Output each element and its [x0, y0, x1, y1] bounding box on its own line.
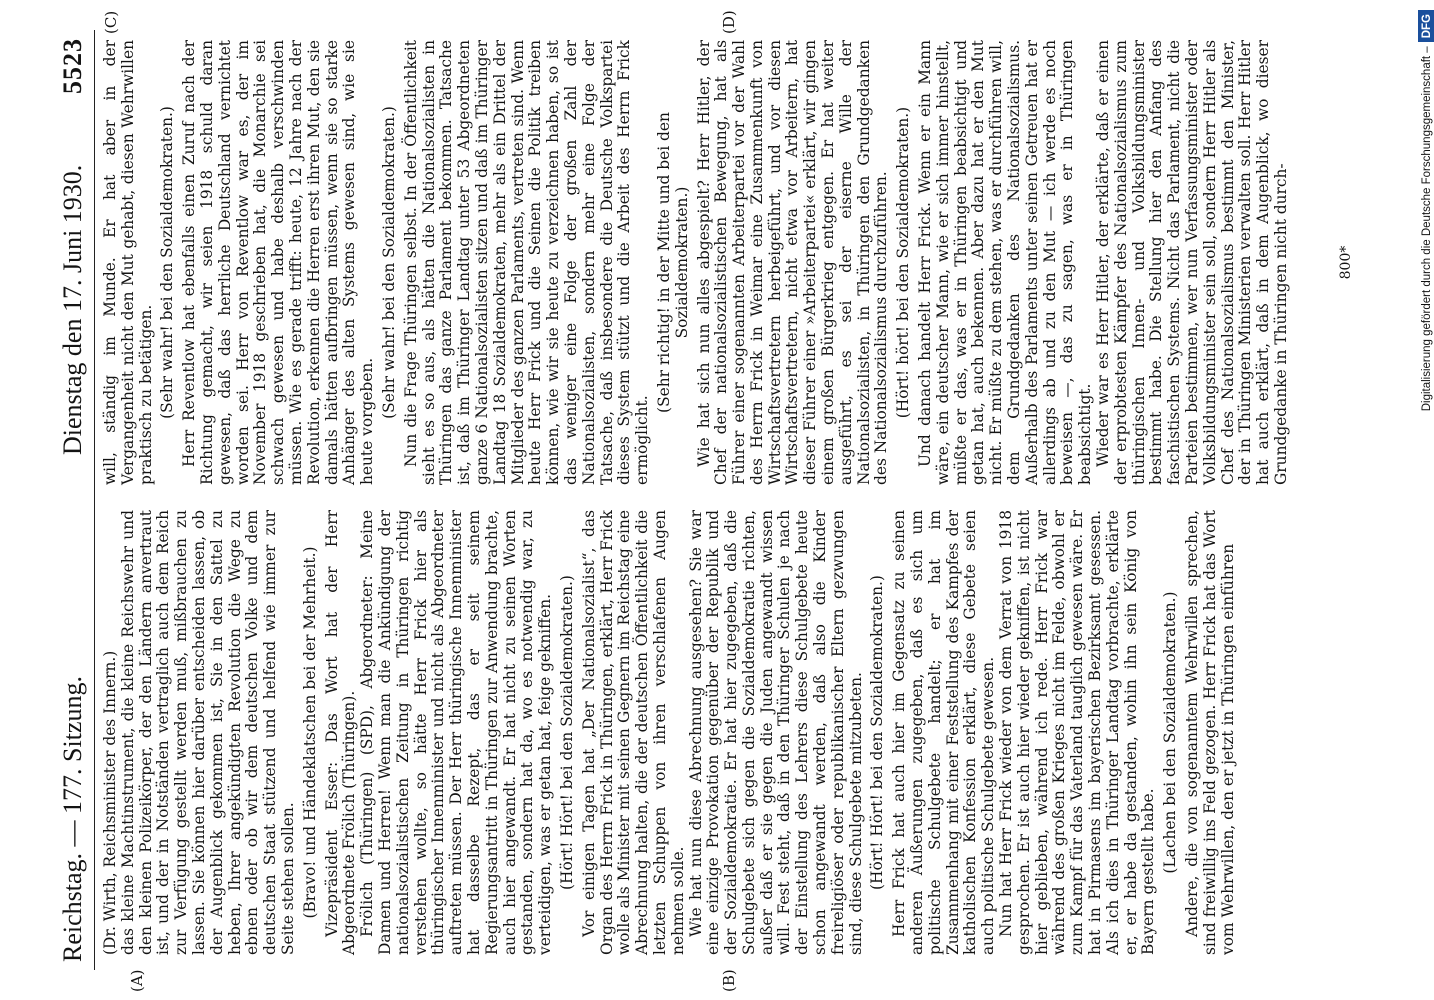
margin-marker-d: (D) [720, 10, 738, 34]
interjection: (Sehr wahr! bei den Sozialdemokraten.) [379, 106, 398, 419]
header-date: Dienstag den 17. Juni 1930. [58, 164, 87, 455]
paragraph: Herr Reventlow hat ebenfalls einen Zuruf nach der Richtung gemacht, wir seien 1918 schuld daran gewesen, daß das herrliche Deutschland vernichtet worden sei. Herr von Reventlow war es, der im November 1918 geschrieben hat, die Monarchie sei schwach gewesen und habe deshalb verschwinden müssen. Wie es gerade trifft: heute, 12 Jahre nach der Revolution, erkennen die Herren erst ihren Mut, den sie damals hätten aufbringen müssen, wenn sie so starke Anhänger des alten Systems gewesen sind, wie sie heute vorgeben. [180, 40, 377, 485]
speaker-header: (Dr. Wirth, Reichsminister des Innern.) [101, 650, 119, 955]
page-number: 5523 [58, 38, 87, 94]
paragraph: Vor einigen Tagen hat „Der Nationalsozialist“, das Organ des Herrn Frick in Thüringen, erklärt, Herr Frick wolle als Minister mit seinen Gegnern im Reichstag eine Abrechnung halten, die der deutschen Öffentlichkeit die letzten Schuppen von ihren verschlafenen Augen nehmen solle. [579, 510, 687, 955]
header-session: Reichstag. — 177. Sitzung. [58, 676, 87, 962]
interjection: (Bravo! und Händeklatschen bei der Mehrheit.) [300, 546, 319, 919]
paragraph: Frölich (Thüringen) (SPD), Abgeordneter: Meine Damen und Herren! Wenn man die Ankündigung der nationalsozialistischen Zeitung in Thüringen richtig verstehen wollte, so hätte Herr Frick hier als thüringischer Innenminister und nicht als Abgeordneter auftreten müssen. Der Herr thüringische Innenminister hat dasselbe Rezept, das er seit seinem Regierungsantritt in Thüringen zur Anwendung brachte, auch hier angewandt. Er hat nicht zu seinen Worten gestanden, sondern hat da, wo es notwendig war, zu verteidigen, was er getan hat, feige gekniffen. [358, 510, 555, 955]
margin-marker-a: (A) [128, 969, 146, 992]
paragraph: Wie hat sich nun alles abgespielt? Herr Hitler, der Chef der nationalsozialistischen Bewegung, hat als Führer einer sogenannten Arbeiterpartei vor der Wahl des Herrn Frick in Weimar eine Zusammenkunft von Wirtschaftsvertretern herbeigeführt, und vor diesen Wirtschaftsvertretern, nicht etwa vor Arbeitern, hat dieser Führer einer »Arbeiterpartei« erklärt, wir gingen einem großen Bürgerkrieg entgegen. Er hat weiter ausgeführt, es sei der eiserne Wille der Nationalsozialisten, in Thüringen den Grundgedanken des Nationalsozialismus durchzuführen. [694, 40, 891, 485]
interjection: (Hört! Hört! bei den Sozialdemokraten.) [868, 575, 887, 890]
paragraph: Nun die Frage Thüringen selbst. In der Öffentlichkeit sieht es so aus, als hätten die Nationalsozialisten in Thüringen das ganze Parlament bekommen. Tatsache ist, daß im Thüringer Landtag unter 53 Abgeordneten ganze 6 Nationalsozialisten sitzen und daß im Thüringer Landtag 18 Sozialdemokraten, mehr als ein Drittel der Mitglieder des ganzen Parlaments, vertreten sind. Wenn heute Herr Frick und die Seinen die Politik treiben können, wie wir sie heute zu verzeichnen haben, so ist das weniger eine Folge der großen Zahl der Nationalsozialisten, sondern mehr eine Folge der Tatsache, daß insbesondere die Deutsche Volkspartei dieses System stützt und die Arbeit des Herrn Frick ermöglicht. [401, 40, 652, 485]
paragraph: Andere, die von sogenanntem Wehrwillen sprechen, sind freiwillig ins Feld gezogen. Herr Frick hat das Wort vom Wehrwillen, den er jetzt in Thüringen einführen [1183, 510, 1237, 955]
page-footer-signature: 800* [1338, 245, 1354, 280]
text-column-right [102, 40, 1291, 485]
interjection: (Sehr wahr! bei den Sozialdemokraten.) [158, 106, 177, 419]
paragraph: Herr Frick hat auch hier im Gegensatz zu seinen anderen Äußerungen zugegeben, daß es sich um politische Schulgebete handelt; er hat im Zusammenhang mit einer Feststellung des Kampfes der katholischen Konfession erklärt, diese Gebete seien auch politische Schulgebete gewesen. [890, 510, 998, 955]
dfg-logo: DFG [1418, 10, 1434, 42]
text-column-left [102, 510, 1237, 955]
header-rule [94, 30, 95, 970]
interjection: (Lachen bei den Sozialdemokraten.) [1161, 591, 1180, 874]
margin-marker-b: (B) [720, 969, 738, 992]
paragraph: Wie hat nun diese Abrechnung ausgesehen? Sie war eine einzige Provokation gegenüber der Republik und der Sozialdemokratie. Er hat hier zugegeben, daß die Schulgebete sich gegen die Sozialdemokratie richten, außer daß er sie gegen die Juden angewandt wissen will. Fest steht, daß in den Thüringer Schulen je nach der Einstellung des Lehrers diese Schulgebete heute schon angewandt werden, daß also die Kinder freireligiöser oder republikanischer Eltern gezwungen sind, diese Schulgebete mitzubeten. [686, 510, 865, 955]
paragraph: Nun hat Herr Frick wieder von dem Verrat von 1918 gesprochen. Er ist auch hier wieder gekniffen, ist nicht hier geblieben, während ich rede. Herr Frick war während des großen Krieges nicht im Felde, obwohl er zum Kampf für das Vaterland tauglich gewesen wäre. Er hat in Pirmasens im bayerischen Bezirksamt gesessen. Als ich dies in Thüringer Landtag vorbrachte, erklärte er, er habe da gestanden, wohin ihn sein König von Bayern gestellt habe. [997, 510, 1158, 955]
paragraph: Und danach handelt Herr Frick. Wenn er ein Mann wäre, ein deutscher Mann, wie er sich immer hinstellt, müßte er das, was er in Thüringen beabsichtigt und getan hat, auch bekennen. Aber dazu hat er den Mut nicht. Er müßte zu dem stehen, was er durchführen will, dem Grundgedanken des Nationalsozialismus. Außerhalb des Parlaments unter seinen Getreuen hat er allerdings ab und zu den Mut — ich werde es noch beweisen —, das zu sagen, was er in Thüringen beabsichtigt. [916, 40, 1095, 485]
interjection: (Sehr richtig! in der Mitte und bei den Sozialdemokraten.) [654, 112, 691, 413]
page-header [58, 30, 88, 970]
paragraph: Vizepräsident Esser: Das Wort hat der Herr Abgeordnete Frölich (Thüringen). [322, 510, 359, 955]
paragraph: das kleine Machtinstrument, die kleine Reichswehr und den kleinen Polizeikörper, der den Ländern anvertraut ist, und der in Notständen vertraglich auch dem Reich zur Verfügung gestellt werden muß, mißbrauchen zu lassen. Sie können hier darüber entscheiden lassen, ob der Augenblick gekommen ist, Sie in den Sattel zu heben, Ihrer angekündigten Revolution die Wege zu ebnen oder ob wir dem deutschen Volke und dem deutschen Staat stützend und helfend wie immer zur Seite stehen sollen. [118, 510, 297, 955]
interjection: (Hört! hört! bei den Sozialdemokraten.) [894, 106, 913, 419]
digitization-credit [1418, 10, 1434, 990]
paragraph: will, ständig im Munde. Er hat aber in der Vergangenheit nicht den Mut gehabt, diesen Wehrwillen praktisch zu betätigen. [101, 40, 155, 485]
paragraph: Wieder war es Herr Hitler, der erklärte, daß er einen der erprobtesten Kämpfer des Nationalsozialismus zum thüringischen Innen- und Volksbildungsminister bestimmt habe. Die Stellung hier den Anfang des faschistischen Systems. Nicht das Parlament, nicht die Parteien bestimmen, wer nun Verfassungsminister oder Volksbildungsminister sein soll, sondern Herr Hitler als Chef des Nationalsozialismus bestimmt den Minister, der in Thüringen Ministerien verwalten soll. Herr Hitler hat auch erklärt, daß in dem Augenblick, wo dieser Grundgedanke in Thüringen nicht durch- [1094, 40, 1290, 485]
margin-marker-c: (C) [102, 10, 120, 34]
credit-text: Digitalisierung gefördert durch die Deutsche Forschungsgemeinschaft – [1421, 46, 1433, 412]
interjection: (Hört! Hört! bei den Sozialdemokraten.) [557, 575, 576, 890]
newspaper-page [20, 0, 1380, 1000]
